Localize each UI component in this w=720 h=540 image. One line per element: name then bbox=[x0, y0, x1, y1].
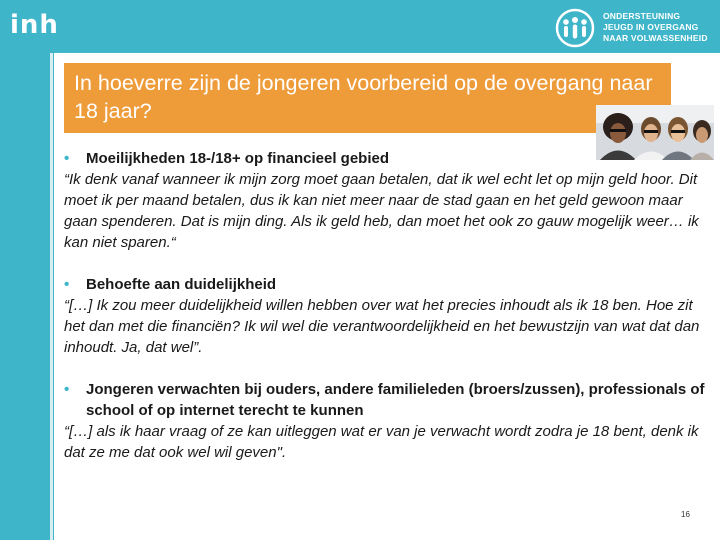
bullet-icon: • bbox=[64, 150, 70, 167]
content-section bbox=[64, 274, 714, 358]
page-number: 16 bbox=[681, 510, 690, 519]
org-name-line: NAAR VOLWASSENHEID bbox=[603, 33, 708, 43]
sidebar-divider bbox=[50, 53, 53, 540]
bullet-heading bbox=[64, 148, 714, 169]
inh-logo: inh bbox=[10, 10, 59, 40]
org-name bbox=[603, 11, 708, 44]
content-section bbox=[64, 379, 714, 463]
quote-text: “[…] als ik haar vraag of ze kan uitleggen wat er van je verwacht wordt zodra je 18 bent, denk ik dat ze me dat ook wel wil geven". bbox=[64, 423, 699, 461]
quote-text: “Ik denk vanaf wanneer ik mijn zorg moet gaan betalen, dat ik wel echt let op mijn geld hoor. Dit moet ik per maand betalen, dus ik kan niet meer naar de stad gaan en het geld gewoon maar gaan spenderen. Dat is mijn ding. Als ik geld heb, dan moet het ook zo gauw mogelijk weer… ik kan niet sparen.“ bbox=[64, 171, 699, 251]
header-bar bbox=[0, 0, 720, 53]
quote-text: “[…] Ik zou meer duidelijkheid willen hebben over wat het precies inhoudt als ik 18 ben. Hoe zit het dan met die financiën? Ik wil wel die verantwoordelijkheid en het bewustzijn van wat dat dan inhoudt. Ja, dat wel”. bbox=[64, 297, 700, 356]
org-name-line: ONDERSTEUNING bbox=[603, 11, 681, 21]
slide-body bbox=[64, 148, 714, 484]
people-circle-icon bbox=[555, 8, 595, 48]
bullet-icon: • bbox=[64, 276, 70, 293]
bullet-heading bbox=[64, 274, 714, 295]
bullet-heading bbox=[64, 379, 714, 421]
bullet-text: Jongeren verwachten bij ouders, andere familieleden (broers/zussen), professionals of school of op internet terecht te kunnen bbox=[86, 381, 705, 419]
slide-title: In hoeverre zijn de jongeren voorbereid op de overgang naar 18 jaar? bbox=[64, 63, 671, 133]
bullet-icon: • bbox=[64, 381, 70, 398]
content-section bbox=[64, 148, 714, 253]
left-sidebar-band bbox=[0, 53, 54, 540]
bullet-text: Behoefte aan duidelijkheid bbox=[86, 276, 277, 293]
org-name-line: JEUGD IN OVERGANG bbox=[603, 22, 699, 32]
bullet-text: Moeilijkheden 18-/18+ op financieel gebied bbox=[86, 150, 390, 167]
